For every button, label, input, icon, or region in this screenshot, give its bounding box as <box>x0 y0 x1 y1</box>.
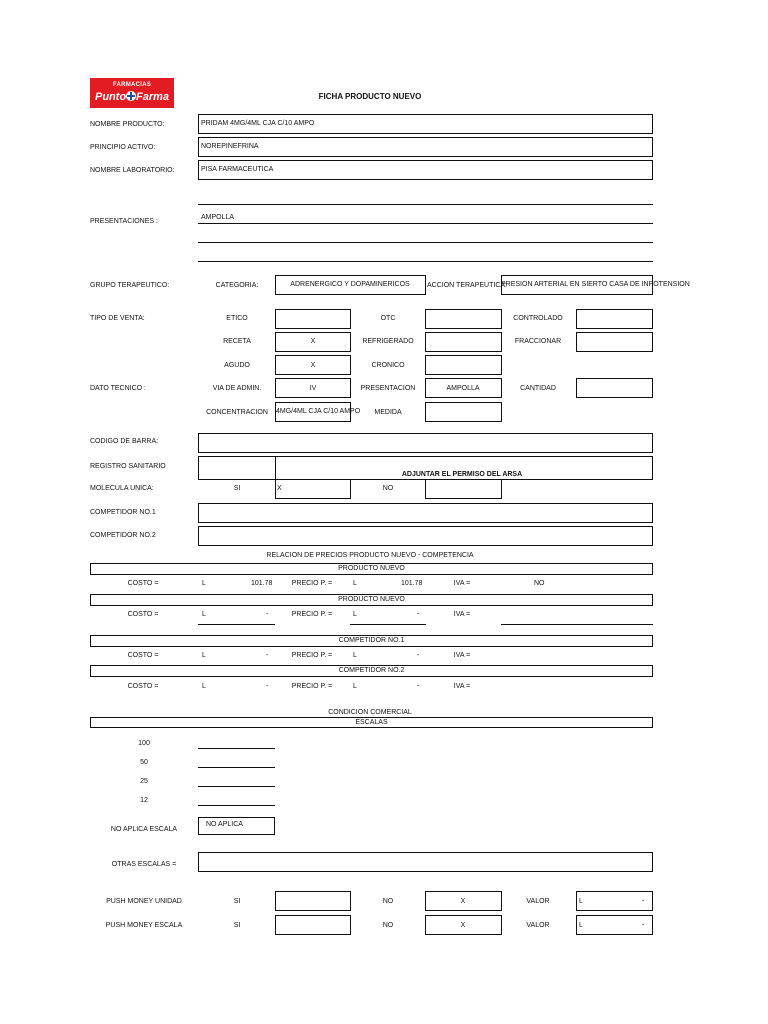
receta-value: X <box>310 338 316 345</box>
competidor-1-label: COMPETIDOR NO.1 <box>90 509 156 516</box>
price-block-header: PRODUCTO NUEVO <box>90 563 653 575</box>
page-title: FICHA PRODUCTO NUEVO <box>318 92 422 101</box>
accion-terapeutica-label: ACCION TERAPEUTICA: <box>427 282 507 289</box>
push-unidad-si-label: SI <box>233 898 241 905</box>
push-money-escala-label: PUSH MONEY ESCALA <box>105 922 183 929</box>
iva-value: NO <box>534 580 545 587</box>
principio-activo-field[interactable] <box>198 137 653 157</box>
push-unidad-amount: - <box>642 898 645 905</box>
push-escala-si-field[interactable] <box>275 915 351 935</box>
agudo-label: AGUDO <box>224 362 250 369</box>
push-escala-no-label: NO <box>382 922 394 929</box>
push-unidad-si-field[interactable] <box>275 891 351 911</box>
concentracion-value: 4MG/4ML CJA C/10 AMPO <box>276 408 361 415</box>
categoria-label: CATEGORIA: <box>215 282 259 289</box>
push-escala-si-label: SI <box>233 922 241 929</box>
molecula-no-label: NO <box>382 485 394 492</box>
currency-label: L <box>353 580 357 587</box>
push-unidad-no-value: X <box>460 898 466 905</box>
currency-label: L <box>353 683 357 690</box>
precio-line[interactable] <box>350 624 426 625</box>
otras-escalas-label: OTRAS ESCALAS = <box>111 861 177 868</box>
competidor-1-field[interactable] <box>198 503 653 523</box>
precio-label: PRECIO P. = <box>291 652 333 659</box>
presentacion-label: PRESENTACION <box>360 385 416 392</box>
escala-12-line[interactable] <box>198 805 275 806</box>
competidor-2-label: COMPETIDOR NO.2 <box>90 532 156 539</box>
nombre-laboratorio-label: NOMBRE LABORATORIO: <box>90 167 175 174</box>
escala-50-label: 50 <box>140 759 148 766</box>
escala-50-line[interactable] <box>198 767 275 768</box>
logo-word1: Punto <box>95 91 127 103</box>
condicion-comercial-heading: CONDICION COMERCIAL <box>328 709 412 716</box>
cronico-field[interactable] <box>425 355 502 375</box>
fraccionar-field[interactable] <box>576 332 653 352</box>
costo-value: - <box>266 652 269 659</box>
molecula-no-field[interactable] <box>425 479 502 499</box>
iva-label: IVA = <box>453 683 471 690</box>
presentaciones-line[interactable] <box>198 223 653 224</box>
molecula-si-label: SI <box>233 485 241 492</box>
logo-word2: Farma <box>136 91 170 103</box>
punto-farma-logo <box>90 78 174 108</box>
precios-heading: RELACION DE PRECIOS PRODUCTO NUEVO - COMPETENCIA <box>266 552 474 559</box>
push-escala-amount: - <box>642 922 645 929</box>
refrigerado-field[interactable] <box>425 332 502 352</box>
push-unidad-valor-label: VALOR <box>526 898 550 905</box>
escala-12-label: 12 <box>140 797 148 804</box>
escala-100-label: 100 <box>138 740 150 747</box>
presentaciones-label: PRESENTACIONES : <box>90 218 158 225</box>
presentaciones-line[interactable] <box>198 242 653 243</box>
competidor-2-field[interactable] <box>198 526 653 546</box>
nombre-producto-label: NOMBRE PRODUCTO: <box>90 121 165 128</box>
via-admin-label: VIA DE ADMIN. <box>212 385 262 392</box>
push-escala-currency: L <box>579 922 583 929</box>
iva-label: IVA = <box>453 580 471 587</box>
precio-label: PRECIO P. = <box>291 580 333 587</box>
accion-terapeutica-value: PRESION ARTERIAL EN SIERTO CASA DE INPOTENSION <box>501 281 690 288</box>
costo-label: COSTO = <box>127 611 159 618</box>
molecula-unica-label: MOLECULA UNICA: <box>90 485 154 492</box>
push-unidad-no-label: NO <box>382 898 394 905</box>
costo-label: COSTO = <box>127 683 159 690</box>
refrigerado-label: REFRIGERADO <box>362 338 414 345</box>
molecula-si-value: X <box>277 485 282 492</box>
currency-label: L <box>202 683 206 690</box>
currency-label: L <box>202 580 206 587</box>
presentaciones-value: AMPOLLA <box>201 214 235 221</box>
otc-field[interactable] <box>425 309 502 329</box>
push-escala-valor-label: VALOR <box>526 922 550 929</box>
escala-25-line[interactable] <box>198 786 275 787</box>
controlado-label: CONTROLADO <box>513 315 563 322</box>
price-block-header: COMPETIDOR NO.1 <box>90 635 653 647</box>
codigo-barra-field[interactable] <box>198 433 653 453</box>
arsa-permit-note: ADJUNTAR EL PERMISO DEL ARSA <box>401 471 523 478</box>
cantidad-field[interactable] <box>576 378 653 398</box>
logo-line1: FARMACIAS <box>112 82 152 88</box>
registro-sanitario-field[interactable] <box>198 456 276 480</box>
medida-field[interactable] <box>425 402 502 422</box>
presentaciones-line[interactable] <box>198 261 653 262</box>
escalas-header: ESCALAS <box>90 717 653 728</box>
presentacion-value: AMPOLLA <box>446 385 480 392</box>
receta-label: RECETA <box>223 338 251 345</box>
currency-label: L <box>353 611 357 618</box>
codigo-barra-label: CODIGO DE BARRA: <box>90 438 159 445</box>
etico-label: ETICO <box>226 315 248 322</box>
cronico-label: CRONICO <box>371 362 405 369</box>
iva-line[interactable] <box>501 624 653 625</box>
costo-line[interactable] <box>198 624 275 625</box>
medida-label: MEDIDA <box>374 409 402 416</box>
molecula-si-field[interactable] <box>275 479 351 499</box>
concentracion-label: CONCENTRACION <box>206 409 268 416</box>
principio-activo-value: NOREPINEFRINA <box>201 143 259 150</box>
no-aplica-escala-label: NO APLICA ESCALA <box>110 826 178 833</box>
costo-value: - <box>266 611 269 618</box>
costo-label: COSTO = <box>127 580 159 587</box>
precio-label: PRECIO P. = <box>291 683 333 690</box>
precio-label: PRECIO P. = <box>291 611 333 618</box>
escala-100-line[interactable] <box>198 748 275 749</box>
registro-sanitario-label: REGISTRO SANITARIO <box>90 463 166 470</box>
otras-escalas-field[interactable] <box>198 852 653 872</box>
tipo-venta-label: TIPO DE VENTA: <box>90 315 145 322</box>
fraccionar-label: FRACCIONAR <box>514 338 562 345</box>
divider <box>198 204 653 205</box>
dato-tecnico-label: DATO TECNICO : <box>90 385 147 392</box>
grupo-terapeutico-label: GRUPO TERAPEUTICO: <box>90 282 170 289</box>
precio-value: 101.78 <box>401 580 423 587</box>
push-money-unidad-label: PUSH MONEY UNIDAD <box>106 898 182 905</box>
push-unidad-currency: L <box>579 898 583 905</box>
costo-value: 101.78 <box>251 580 273 587</box>
push-escala-no-value: X <box>460 922 466 929</box>
agudo-value: X <box>310 362 316 369</box>
nombre-laboratorio-value: PISA FARMACEUTICA <box>201 166 274 173</box>
escala-25-label: 25 <box>140 778 148 785</box>
categoria-value: ADRENERGICO Y DOPAMINERICOS <box>290 281 410 288</box>
via-admin-value: IV <box>309 385 317 392</box>
costo-value: - <box>266 683 269 690</box>
controlado-field[interactable] <box>576 309 653 329</box>
principio-activo-label: PRINCIPIO ACTIVO: <box>90 144 156 151</box>
currency-label: L <box>202 652 206 659</box>
precio-value: - <box>417 611 420 618</box>
price-block-header: COMPETIDOR NO.2 <box>90 665 653 677</box>
costo-label: COSTO = <box>127 652 159 659</box>
etico-field[interactable] <box>275 309 351 329</box>
price-block-header: PRODUCTO NUEVO <box>90 594 653 606</box>
no-aplica-value: NO APLICA <box>206 821 243 828</box>
nombre-producto-value: PRIDAM 4MG/4ML CJA C/10 AMPO <box>201 120 315 127</box>
cross-icon <box>126 91 136 101</box>
otc-label: OTC <box>380 315 396 322</box>
currency-label: L <box>202 611 206 618</box>
precio-value: - <box>417 683 420 690</box>
cantidad-label: CANTIDAD <box>520 385 556 392</box>
currency-label: L <box>353 652 357 659</box>
iva-label: IVA = <box>453 652 471 659</box>
precio-value: - <box>417 652 420 659</box>
iva-label: IVA = <box>453 611 471 618</box>
